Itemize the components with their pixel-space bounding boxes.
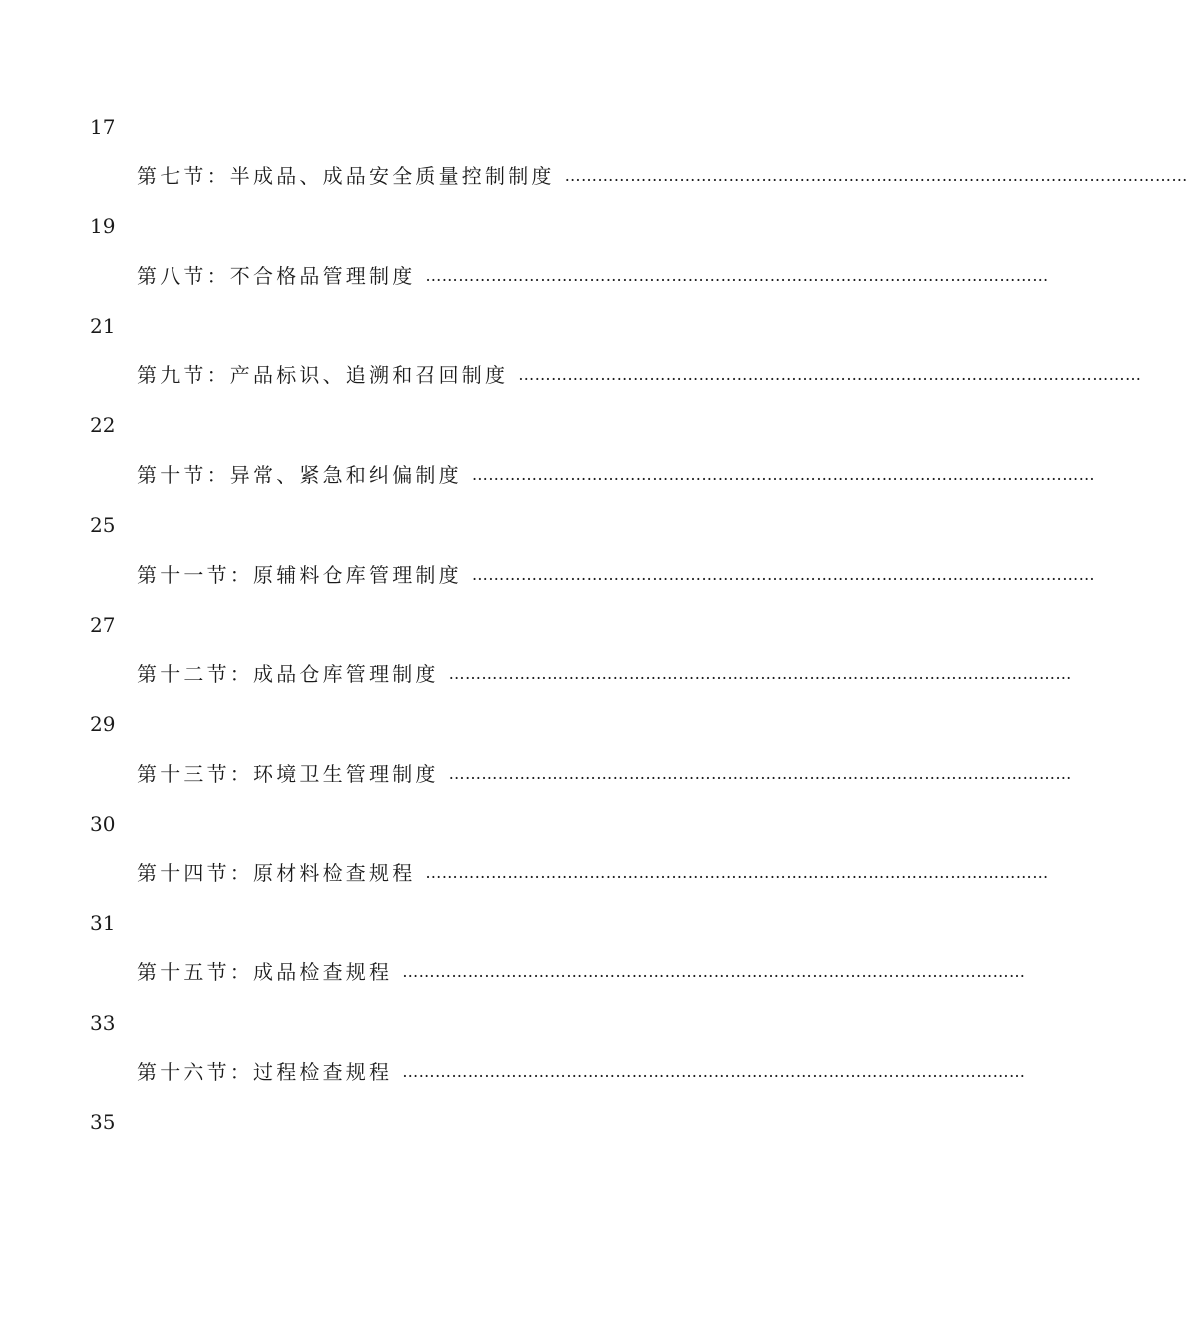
toc-entry-title: 第十节：异常、紧急和纠偏制度 [137, 463, 462, 487]
dot-leader: …………………………………………………………………………………………………… [402, 1062, 1026, 1081]
page-number: 33 [90, 1011, 116, 1035]
toc-entry-title: 第七节：半成品、成品安全质量控制制度 [137, 164, 555, 188]
page-number: 25 [90, 513, 116, 537]
toc-entry-title: 第十二节：成品仓库管理制度 [137, 662, 439, 686]
page-number: 30 [90, 812, 116, 836]
toc-entry-title: 第十三节：环境卫生管理制度 [137, 762, 439, 786]
page-number: 29 [90, 712, 116, 736]
dot-leader: …………………………………………………………………………………………………… [402, 962, 1026, 981]
page-number: 22 [90, 413, 116, 437]
page-number: 21 [90, 314, 116, 338]
dot-leader: …………………………………………………………………………………………………… [471, 565, 1096, 584]
toc-entry-title: 第九节：产品标识、追溯和召回制度 [137, 363, 509, 387]
dot-leader: …………………………………………………………………………………………………… [425, 863, 1049, 882]
toc-entry [137, 859, 1049, 887]
dot-leader: …………………………………………………………………………………………………… [518, 365, 1142, 384]
toc-entry-title: 第十一节：原辅料仓库管理制度 [137, 563, 462, 587]
toc-entry [137, 958, 1026, 986]
toc-entry [137, 162, 1188, 190]
dot-leader: …………………………………………………………………………………………………… [448, 764, 1072, 783]
page-number: 31 [90, 911, 116, 935]
page-number: 19 [90, 214, 116, 238]
page-number: 35 [90, 1110, 116, 1134]
toc-entry [137, 262, 1049, 290]
toc-entry-title: 第十五节：成品检查规程 [137, 960, 393, 984]
toc-entry [137, 561, 1096, 589]
toc-entry [137, 361, 1142, 389]
page-number: 27 [90, 613, 116, 637]
toc-entry [137, 1058, 1026, 1086]
toc-entry [137, 660, 1072, 688]
toc-entry-title: 第八节：不合格品管理制度 [137, 264, 416, 288]
toc-entry-title: 第十六节：过程检查规程 [137, 1060, 393, 1084]
toc-entry [137, 461, 1096, 489]
toc-entry [137, 760, 1072, 788]
toc-entry-title: 第十四节：原材料检查规程 [137, 861, 416, 885]
dot-leader: …………………………………………………………………………………………………… [564, 166, 1188, 185]
dot-leader: …………………………………………………………………………………………………… [448, 664, 1072, 683]
dot-leader: …………………………………………………………………………………………………… [425, 266, 1049, 285]
page-number: 17 [90, 115, 116, 139]
dot-leader: …………………………………………………………………………………………………… [471, 465, 1096, 484]
